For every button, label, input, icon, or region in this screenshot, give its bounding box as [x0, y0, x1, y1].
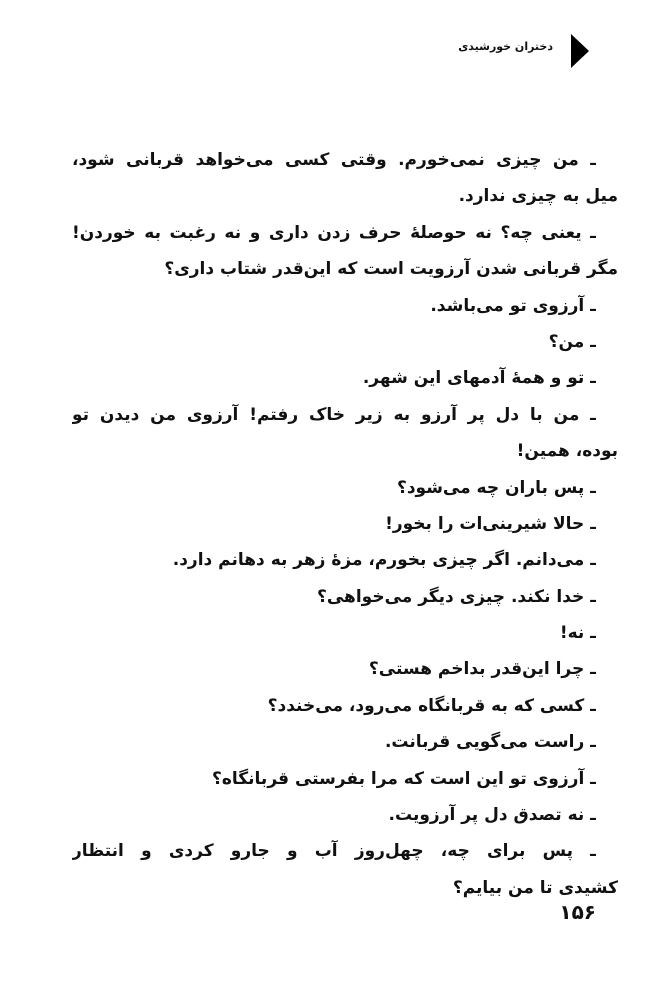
text-line: مگر قربانی شدن آرزویت است که این‌قدر شتاب داری؟: [164, 259, 618, 280]
text-line: ـ چرا این‌قدر بداخم هستی؟: [368, 659, 596, 680]
text-line: ـ پس برای چه، چهل‌روز آب و جارو کردی و انتظار: [72, 841, 596, 862]
text-line: ـ من چیزی نمی‌خورم. وقتی کسی می‌خواهد قربانی شود،: [72, 150, 596, 170]
text-line: ـ آرزوی تو می‌باشد.: [430, 295, 596, 316]
text-line: میل به چیزی ندارد.: [458, 186, 618, 207]
text-line: ـ کسی که به قربانگاه می‌رود، می‌خندد؟: [267, 695, 596, 716]
text-line: بوده، همین!: [516, 441, 618, 462]
text-line: ـ تو و همهٔ آدمهای این شهر.: [362, 368, 596, 389]
page-header: [0, 34, 663, 74]
text-line: ـ خدا نکند. چیزی دیگر می‌خواهی؟: [316, 586, 596, 607]
page-number: ۱۵۶: [559, 900, 596, 924]
text-line: ـ یعنی چه؟ نه حوصلهٔ حرف زدن داری و نه رغبت به خوردن!: [72, 222, 596, 243]
text-line: ـ من با دل پر آرزو به زیر خاک رفتم! آرزوی من دیدن تو: [72, 404, 596, 425]
chapter-marker-triangle-icon: [571, 34, 589, 68]
text-line: کشیدی تا من بیایم؟: [452, 877, 618, 898]
text-line: ـ من؟: [548, 331, 596, 352]
text-line: ـ نه تصدق دل پر آرزویت.: [388, 805, 596, 826]
text-line: ـ راست می‌گویی قربانت.: [384, 732, 596, 753]
text-line: ـ حالا شیرینی‌ات را بخور!: [385, 513, 596, 534]
text-line: ـ نه!: [559, 623, 596, 644]
running-title: دختران خورشیدی: [458, 40, 553, 53]
text-body: [72, 142, 618, 906]
text-line: ـ آرزوی تو این است که مرا بفرستی قربانگاه؟: [212, 768, 596, 789]
text-line: ـ می‌دانم. اگر چیزی بخورم، مزهٔ زهر به دهانم دارد.: [172, 550, 596, 571]
text-line: ـ پس باران چه می‌شود؟: [396, 477, 596, 498]
